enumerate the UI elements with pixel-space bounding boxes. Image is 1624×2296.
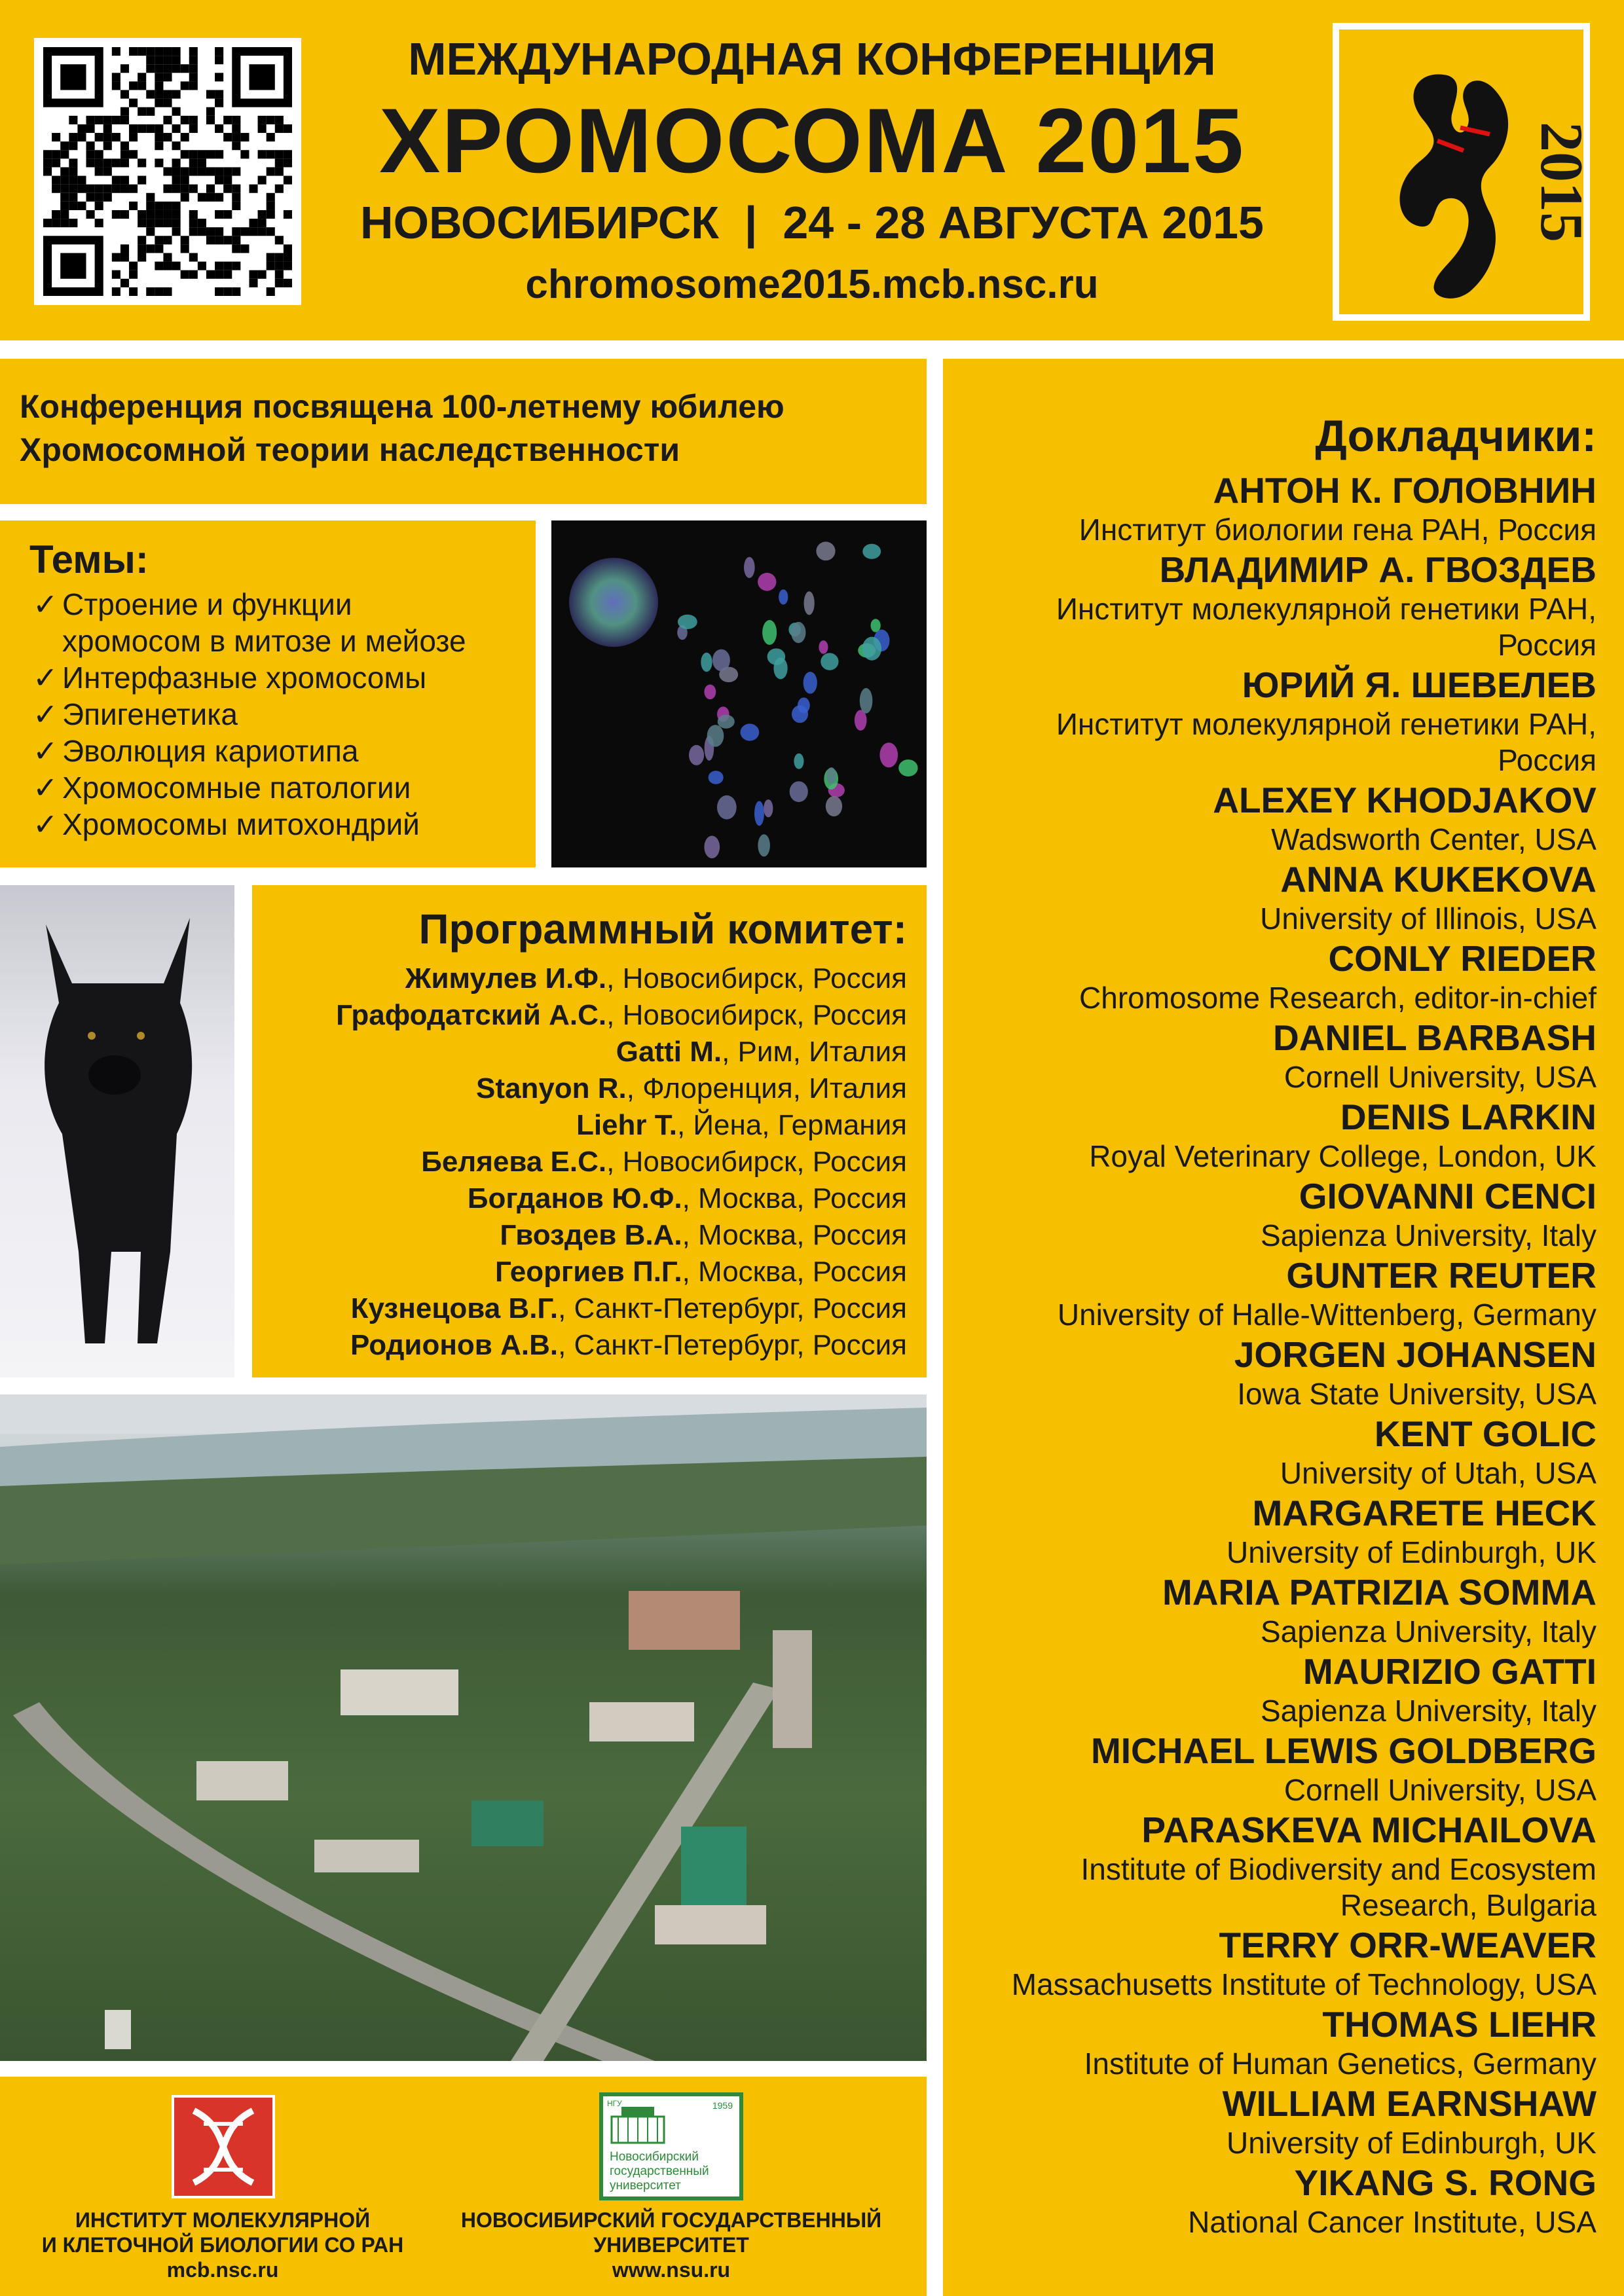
speaker-affiliation: University of Edinburgh, UK — [1226, 1535, 1596, 1569]
speaker-entry — [943, 1175, 1624, 1254]
intro-panel — [0, 359, 927, 504]
topic-item: ✓ Интерфазные хромосомы — [33, 661, 427, 695]
speaker-entry — [943, 1650, 1624, 1729]
nsu-logo-abbr: НГУ — [607, 2099, 622, 2108]
speaker-entry — [943, 937, 1624, 1016]
topic-item: ✓ Эпигенетика — [33, 697, 238, 731]
speaker-affiliation: University of Halle-Wittenberg, Germany — [1057, 1298, 1596, 1332]
nsu-url[interactable]: www.nsu.ru — [612, 2258, 731, 2282]
committee-title: Программный комитет: — [418, 905, 907, 953]
speaker-affiliation: Chromosome Research, editor-in-chief — [1079, 981, 1596, 1015]
speaker-name: ЮРИЙ Я. ШЕВЕЛЕВ — [1242, 665, 1596, 705]
program-committee-panel — [252, 885, 927, 1377]
speaker-entry — [943, 548, 1624, 663]
speaker-name: JORGEN JOHANSEN — [1234, 1334, 1596, 1375]
topic-item-continued: хромосом в митозе и мейозе — [62, 624, 466, 658]
committee-member: Беляева Е.С., Новосибирск, Россия — [421, 1146, 907, 1178]
akademgorodok-aerial-photo — [0, 1394, 927, 2061]
nsu-name-line-1: НОВОСИБИРСКИЙ ГОСУДАРСТВЕННЫЙ — [460, 2208, 882, 2232]
speaker-affiliation: Sapienza University, Italy — [1260, 1218, 1596, 1252]
speaker-name: ALEXEY KHODJAKOV — [1213, 780, 1596, 820]
speaker-affiliation: Sapienza University, Italy — [1260, 1694, 1596, 1728]
speaker-entry — [943, 1254, 1624, 1333]
topics-title: Темы: — [29, 538, 149, 581]
speaker-affiliation: Россия — [1498, 743, 1596, 777]
check-icon: ✓ — [33, 807, 58, 841]
conference-logo — [1333, 23, 1595, 321]
speaker-entry — [943, 1571, 1624, 1650]
topics-panel — [0, 520, 536, 867]
speaker-entry — [943, 2082, 1624, 2161]
qr-code[interactable] — [34, 38, 301, 305]
speaker-affiliation: Institute of Biodiversity and Ecosystem — [1080, 1852, 1596, 1886]
speaker-affiliation: Sapienza University, Italy — [1260, 1614, 1596, 1649]
speaker-entry — [943, 1729, 1624, 1808]
speaker-affiliation: Wadsworth Center, USA — [1271, 822, 1596, 856]
speaker-entry — [943, 1412, 1624, 1491]
speaker-affiliation: Research, Bulgaria — [1340, 1888, 1596, 1922]
topic-item: ✓ Строение и функции — [33, 587, 352, 621]
speaker-name: THOMAS LIEHR — [1322, 2004, 1596, 2045]
topic-item: ✓ Хромосомные патологии — [33, 771, 411, 805]
committee-member: Родионов А.В., Санкт-Петербург, Россия — [350, 1329, 907, 1361]
speaker-affiliation: Институт молекулярной генетики РАН, — [1056, 707, 1596, 741]
speaker-name: GIOVANNI CENCI — [1299, 1176, 1596, 1216]
header-text — [321, 26, 1303, 314]
speaker-entry — [943, 1333, 1624, 1412]
speaker-entry — [943, 2161, 1624, 2240]
speaker-affiliation: Институт биологии гена РАН, Россия — [1079, 513, 1596, 547]
conference-website[interactable]: chromosome2015.mcb.nsc.ru — [525, 262, 1099, 307]
nsu-logo[interactable] — [599, 2092, 743, 2200]
speaker-entry — [943, 778, 1624, 858]
speaker-name: ANNA KUKEKOVA — [1280, 859, 1596, 900]
committee-member: Stanyon R., Флоренция, Италия — [475, 1072, 907, 1104]
check-icon: ✓ — [33, 587, 58, 621]
speakers-title: Докладчики: — [1315, 411, 1596, 461]
check-icon: ✓ — [33, 734, 58, 768]
speaker-name: WILLIAM EARNSHAW — [1222, 2083, 1596, 2124]
header-panel — [0, 0, 1624, 340]
speaker-name: MICHAEL LEWIS GOLDBERG — [1090, 1730, 1596, 1771]
speaker-affiliation: Institute of Human Genetics, Germany — [1084, 2047, 1596, 2081]
aerial-graphic — [0, 1394, 927, 2061]
speakers-panel — [943, 359, 1624, 2296]
speaker-affiliation: Cornell University, USA — [1283, 1773, 1596, 1807]
nsu-logo-text: Новосибирский государственный университет — [610, 2150, 709, 2193]
speaker-name: KENT GOLIC — [1374, 1413, 1596, 1454]
speaker-name: MARIA PATRIZIA SOMMA — [1162, 1572, 1596, 1613]
chromosome-spread-graphic — [551, 520, 927, 867]
committee-member: Gatti M., Рим, Италия — [616, 1036, 907, 1068]
speaker-entry — [943, 1491, 1624, 1571]
committee-member: Графодатский А.С., Новосибирск, Россия — [336, 999, 907, 1031]
speaker-affiliation: Massachusetts Institute of Technology, USA — [1011, 1967, 1596, 2001]
speaker-affiliation: University of Utah, USA — [1280, 1456, 1596, 1490]
topic-item: ✓ Эволюция кариотипа — [33, 734, 359, 768]
footer-panel — [0, 2077, 927, 2296]
committee-member: Liehr T., Йена, Германия — [576, 1109, 907, 1141]
black-fox-photo — [0, 885, 234, 1377]
intro-line-1: Конференция посвящена 100-летнему юбилею — [20, 388, 784, 425]
icbfm-url[interactable]: mcb.nsc.ru — [166, 2258, 279, 2282]
speakers-list — [943, 469, 1624, 2240]
fox-graphic — [0, 885, 234, 1377]
qr-code-graphic — [43, 47, 292, 296]
speaker-name: DANIEL BARBASH — [1272, 1017, 1596, 1058]
speaker-affiliation: National Cancer Institute, USA — [1188, 2205, 1596, 2239]
nsu-logo-year: 1959 — [712, 2100, 733, 2111]
speaker-name: PARASKEVA MICHAILOVA — [1141, 1810, 1596, 1850]
committee-member: Гвоздев В.А., Москва, Россия — [500, 1219, 907, 1251]
speaker-name: MAURIZIO GATTI — [1302, 1651, 1596, 1692]
speaker-affiliation: Cornell University, USA — [1283, 1060, 1596, 1094]
icbfm-name-line-1: ИНСТИТУТ МОЛЕКУЛЯРНОЙ — [75, 2208, 371, 2232]
check-icon: ✓ — [33, 661, 58, 695]
speaker-affiliation: Iowa State University, USA — [1237, 1377, 1596, 1411]
chromosome-microscopy-image — [551, 520, 927, 867]
conference-title: ХРОМОСОМА 2015 — [379, 89, 1245, 192]
committee-member: Георгиев П.Г., Москва, Россия — [495, 1256, 907, 1288]
speaker-name: ВЛАДИМИР А. ГВОЗДЕВ — [1159, 549, 1596, 590]
check-icon: ✓ — [33, 697, 58, 731]
check-icon: ✓ — [33, 771, 58, 805]
speaker-name: YIKANG S. RONG — [1294, 2162, 1596, 2203]
speaker-name: MARGARETE HECK — [1252, 1493, 1596, 1533]
speaker-affiliation: Royal Veterinary College, London, UK — [1089, 1139, 1596, 1173]
logo-year: 2015 — [1528, 122, 1595, 242]
committee-member: Жимулев И.Ф., Новосибирск, Россия — [405, 962, 907, 994]
speaker-affiliation: Институт молекулярной генетики РАН, — [1056, 592, 1596, 626]
icbfm-logo[interactable] — [172, 2095, 275, 2198]
speaker-name: TERRY ORR-WEAVER — [1219, 1925, 1596, 1965]
speaker-entry — [943, 1095, 1624, 1175]
speaker-affiliation: Россия — [1498, 628, 1596, 662]
speaker-entry — [943, 1923, 1624, 2003]
speaker-name: АНТОН К. ГОЛОВНИН — [1213, 470, 1596, 511]
nsu-name-line-2: УНИВЕРСИТЕТ — [593, 2233, 749, 2257]
speaker-affiliation: University of Illinois, USA — [1260, 902, 1596, 936]
conference-subtitle: МЕЖДУНАРОДНАЯ КОНФЕРЕНЦИЯ — [408, 33, 1216, 84]
speaker-name: GUNTER REUTER — [1286, 1255, 1596, 1296]
speaker-entry — [943, 858, 1624, 937]
speaker-entry — [943, 663, 1624, 778]
dna-helix-logo-icon — [174, 2098, 272, 2196]
speaker-entry — [943, 2003, 1624, 2082]
conference-place-date: НОВОСИБИРСК | 24 - 28 АВГУСТА 2015 — [360, 197, 1264, 248]
committee-member: Богданов Ю.Ф., Москва, Россия — [467, 1182, 907, 1214]
speaker-entry — [943, 1808, 1624, 1923]
speaker-name: CONLY RIEDER — [1328, 938, 1596, 979]
committee-member: Кузнецова В.Г., Санкт-Петербург, Россия — [350, 1292, 907, 1324]
intro-line-2: Хромосомной теории наследственности — [20, 431, 680, 468]
icbfm-info — [26, 2208, 419, 2282]
speaker-entry — [943, 1016, 1624, 1095]
speaker-name: DENIS LARKIN — [1340, 1097, 1596, 1137]
speaker-affiliation: University of Edinburgh, UK — [1226, 2126, 1596, 2160]
nsu-info — [445, 2208, 897, 2282]
topic-item: ✓ Хромосомы митохондрий — [33, 807, 420, 841]
speaker-entry — [943, 469, 1624, 548]
icbfm-name-line-2: И КЛЕТОЧНОЙ БИОЛОГИИ СО РАН — [41, 2233, 404, 2257]
